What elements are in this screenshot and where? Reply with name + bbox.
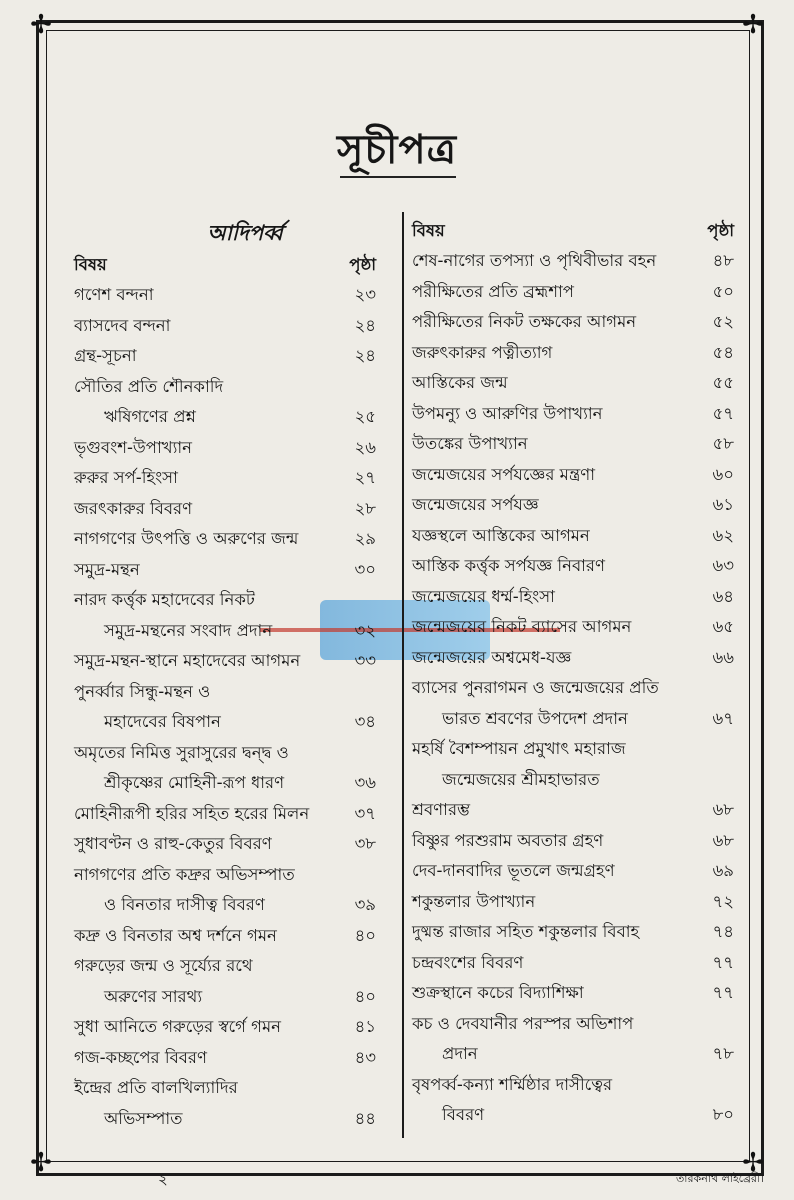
toc-entry [412,552,734,583]
entry-page-number: ৫৭ [712,403,734,423]
entry-page-number: ২৭ [354,468,376,488]
toc-entry [74,342,376,373]
entry-title: ব্যাসদেব বন্দনা [74,315,171,335]
entry-title: বিবরণ [442,1105,485,1125]
toc-entry [412,674,734,735]
toc-entry [412,826,734,857]
entry-title: ভারত শ্রবণের উপদেশ প্রদান [442,708,628,728]
toc-entry-line [74,677,376,708]
entry-title: বৃষপর্ব্ব-কন্যা শর্ম্মিষ্ঠার দাসীত্বের [412,1074,613,1094]
entry-page-number: ৪০ [354,986,376,1006]
entry-page-number: ২৪ [354,346,376,366]
entry-title: জন্মেজয়ের সর্পযজ্ঞের মন্ত্রণা [412,464,596,484]
toc-entry-line [74,494,376,525]
entry-title: অমৃতের নিমিত্ত সুরাসুরের দ্বন্দ্ব ও [74,742,289,762]
entry-page-number: ৩৪ [354,712,376,732]
toc-entry-line [74,738,376,769]
entry-page-number: ৬৯ [712,861,734,881]
toc-entry-line [412,521,734,552]
toc-entry [412,887,734,918]
toc-entry [74,1074,376,1135]
entry-title: আস্তিকের জন্ম [412,373,508,393]
toc-entry-line [74,586,376,617]
entry-page-number: ৩০ [354,559,376,579]
toc-entry-line [412,277,734,308]
entry-title: ভৃগুবংশ-উপাখ্যান [74,437,193,457]
toc-entry [74,921,376,952]
entry-title: উতঙ্কের উপাখ্যান [412,434,528,454]
entry-page-number: ৫২ [712,312,734,332]
corner-ornament-bottom-left: ✢ [30,1148,52,1178]
toc-entry-line [412,399,734,430]
entry-title: বিষ্ণুর পরশুরাম অবতার গ্রহণ [412,830,604,850]
toc-entry [74,738,376,799]
toc-entry [74,799,376,830]
toc-entry-line [412,948,734,979]
toc-entry-line [74,1013,376,1044]
toc-entry-line [74,433,376,464]
toc-entry [412,1070,734,1131]
toc-entry [74,464,376,495]
toc-entry-line [74,281,376,312]
toc-entry-line [412,308,734,339]
entry-title: জরুৎকারুর পত্নীত্যাগ [412,342,553,362]
entry-page-number: ৬৬ [712,647,734,667]
toc-entry-line [74,464,376,495]
entry-page-number: ৬২ [712,525,734,545]
toc-entry-line [412,338,734,369]
entry-title: জন্মেজয়ের ধর্ম্ম-হিংসা [412,586,555,606]
toc-entry [412,247,734,278]
page-title: সূচীপত্র [337,127,457,173]
entry-title: গণেশ বন্দনা [74,285,154,305]
toc-entry-line [412,887,734,918]
toc-entry [74,494,376,525]
right-column [412,216,734,1131]
toc-entry-line [412,979,734,1010]
publisher-mark: তারকনাথ লাইব্রেরী। [676,1172,765,1185]
entry-title: নাগগণের প্রতি কদ্রুর অভিসম্পাত [74,864,295,884]
toc-entry-line [74,708,376,739]
entry-title: চন্দ্রবংশের বিবরণ [412,952,524,972]
toc-entry-line [412,674,734,705]
column-divider [402,212,404,1138]
toc-entry-line [74,952,376,983]
entry-page-number: ৩৯ [354,895,376,915]
toc-entry-line [412,460,734,491]
entry-page-number: ৩৬ [354,773,376,793]
page-header: পৃষ্ঠা [707,220,734,240]
toc-entry-line [412,1101,734,1132]
toc-entry-line [74,1074,376,1105]
toc-entry [74,372,376,433]
subject-header: বিষয় [412,220,445,240]
toc-entry [74,952,376,1013]
entry-title: পরীক্ষিতের প্রতি ব্রহ্মশাপ [412,281,574,301]
entry-page-number: ৬১ [712,495,734,515]
entry-title: সমুদ্র-মন্থন [74,559,140,579]
entry-title: ব্যাসের পুনরাগমন ও জন্মেজয়ের প্রতি [412,678,659,698]
entry-title: শুক্রস্থানে কচের বিদ্যাশিক্ষা [412,983,584,1003]
toc-entry [412,338,734,369]
entry-title: অভিসম্পাত [104,1108,183,1128]
section-heading: আদিপর্ব্ব [207,221,283,245]
toc-entry-line [74,921,376,952]
entry-page-number: ২৮ [354,498,376,518]
left-column-header [74,250,376,281]
entry-title: শ্রবণারম্ভ [412,800,471,820]
toc-entry-line [74,769,376,800]
entry-title: জন্মেজয়ের সর্পযজ্ঞ [412,495,539,515]
left-column [74,216,376,1135]
entry-page-number: ৪৪ [354,1108,376,1128]
entry-page-number: ৭৪ [712,922,734,942]
entry-title: শেষ-নাগের তপস্যা ও পৃথিবীভার বহন [412,251,657,271]
toc-entry [412,277,734,308]
entry-title: শ্রীকৃষ্ণের মোহিনী-রূপ ধারণ [104,773,285,793]
toc-entry-line [412,1040,734,1071]
entry-page-number: ৫০ [712,281,734,301]
toc-entry [74,647,376,678]
toc-entry-line [412,704,734,735]
entry-title: ও বিনতার দাসীত্ব বিবরণ [104,895,265,915]
corner-ornament-bottom-right: ✢ [742,1148,764,1178]
entry-page-number: ২৪ [354,315,376,335]
toc-entry-line [412,857,734,888]
entry-page-number: ৭৭ [712,952,734,972]
entry-title: মোহিনীরূপী হরির সহিত হরের মিলন [74,803,310,823]
entry-title: ঋষিগণের প্রশ্ন [104,407,196,427]
toc-entry-line [412,1070,734,1101]
entry-page-number: ৭৮ [712,1044,734,1064]
toc-entry [412,308,734,339]
toc-entry [74,525,376,556]
toc-entry-line [412,247,734,278]
toc-entry [412,369,734,400]
entry-title: গরুড়ের জন্ম ও সূর্য্যের রথে [74,956,253,976]
toc-entry-line [74,1104,376,1135]
entry-page-number: ৫৪ [712,342,734,362]
entry-title: কচ ও দেবযানীর পরস্পর অভিশাপ [412,1013,634,1033]
subject-header: বিষয় [74,254,107,274]
toc-entry [74,586,376,647]
entry-title: ইন্দ্রের প্রতি বালখিল্যাদির [74,1078,238,1098]
entry-page-number: ৭৭ [712,983,734,1003]
toc-entry-line [412,1009,734,1040]
entry-title: জরৎকারুর বিবরণ [74,498,193,518]
entry-page-number: ৪০ [354,925,376,945]
entry-title: কদ্রু ও বিনতার অশ্ব দর্শনে গমন [74,925,277,945]
entry-page-number: ২৩ [354,285,376,305]
toc-entry-line [412,430,734,461]
toc-entry-line [412,765,734,796]
toc-entry-line [412,826,734,857]
entry-page-number: ৬৩ [712,556,734,576]
toc-entry-line [74,860,376,891]
toc-entry-line [412,796,734,827]
toc-entry-line [74,311,376,342]
entry-page-number: ৩৭ [354,803,376,823]
entry-title: জন্মেজয়ের শ্রীমহাভারত [442,769,600,789]
entry-title: মহর্ষি বৈশম্পায়ন প্রমুখাৎ মহারাজ [412,739,626,759]
toc-entry [412,643,734,674]
right-column-header [412,216,734,247]
toc-entry [74,1043,376,1074]
toc-entry-line [74,555,376,586]
entry-page-number: ৬০ [712,464,734,484]
toc-entry [412,460,734,491]
entry-page-number: ৬৮ [712,800,734,820]
toc-entry [412,948,734,979]
toc-entry [412,430,734,461]
toc-entry [74,1013,376,1044]
entry-title: উপমন্যু ও আরুণির উপাখ্যান [412,403,603,423]
toc-entry [412,491,734,522]
toc-entry [412,613,734,644]
entry-title: সৌতির প্রতি শৌনকাদি [74,376,224,396]
entry-page-number: ২৯ [354,529,376,549]
toc-entry-line [74,616,376,647]
toc-entry [412,1009,734,1070]
left-entry-list [74,281,376,1135]
toc-entry-line [412,613,734,644]
entry-page-number: ২৬ [354,437,376,457]
toc-entry-line [74,830,376,861]
entry-title: দেব-দানবাদির ভূতলে জন্মগ্রহণ [412,861,615,881]
entry-page-number: ৮০ [712,1105,734,1125]
toc-entry [412,979,734,1010]
entry-page-number: ৩৩ [354,651,376,671]
entry-title: আস্তিক কর্ত্তৃক সর্পযজ্ঞ নিবারণ [412,556,605,576]
entry-title: সমুদ্র-মন্থন-স্থানে মহাদেবের আগমন [74,651,301,671]
toc-entry-line [412,918,734,949]
entry-title: শকুন্তলার উপাখ্যান [412,891,536,911]
entry-page-number: ৪৩ [354,1047,376,1067]
entry-page-number: ২৫ [354,407,376,427]
toc-entry [74,281,376,312]
toc-entry [74,830,376,861]
toc-entry [74,860,376,921]
entry-page-number: ৭২ [712,891,734,911]
entry-title: পুনর্ব্বার সিন্ধু-মন্থন ও [74,681,211,701]
toc-entry-line [74,647,376,678]
entry-title: রুরুর সর্প-হিংসা [74,468,178,488]
toc-entry-line [74,403,376,434]
entry-page-number: ৬৮ [712,830,734,850]
entry-title: প্রদান [442,1044,478,1064]
page-header: পৃষ্ঠা [349,254,376,274]
entry-title: দুষ্মন্ত রাজার সহিত শকুন্তলার বিবাহ [412,922,640,942]
toc-entry [412,399,734,430]
corner-ornament-top-right: ✢ [742,10,764,40]
entry-title: সুধাবণ্টন ও রাহু-কেতুর বিবরণ [74,834,272,854]
entry-title: নাগগণের উৎপত্তি ও অরুণের জন্ম [74,529,299,549]
toc-entry-line [412,552,734,583]
toc-entry-line [412,582,734,613]
entry-title: সমুদ্র-মন্থনের সংবাদ প্রদান [104,620,273,640]
toc-entry [74,677,376,738]
entry-page-number: ৬৪ [712,586,734,606]
entry-title: অরুণের সারথ্য [104,986,203,1006]
toc-entry [74,433,376,464]
toc-entry-line [74,799,376,830]
toc-entry-line [412,643,734,674]
toc-entry [74,311,376,342]
toc-entry [74,555,376,586]
toc-entry-line [412,735,734,766]
entry-title: জন্মেজয়ের নিকট ব্যাসের আগমন [412,617,632,637]
entry-title: মহাদেবের বিষপান [104,712,221,732]
toc-entry-line [412,369,734,400]
entry-title: পরীক্ষিতের নিকট তক্ষকের আগমন [412,312,637,332]
toc-entry [412,918,734,949]
entry-page-number: ৪৮ [712,251,734,271]
toc-entry-line [74,372,376,403]
toc-entry-line [74,342,376,373]
right-entry-list [412,247,734,1132]
entry-title: যজ্ঞস্থলে আস্তিকের আগমন [412,525,590,545]
toc-entry-line [74,891,376,922]
entry-title: গ্রন্থ-সূচনা [74,346,137,366]
entry-title: নারদ কর্ত্তৃক মহাদেবের নিকট [74,590,255,610]
toc-entry [412,582,734,613]
toc-entry-line [74,525,376,556]
title-underline [340,176,456,178]
entry-page-number: ৫৫ [712,373,734,393]
toc-entry-line [412,491,734,522]
entry-page-number: ৪১ [354,1017,376,1037]
corner-ornament-top-left: ✢ [30,10,52,40]
toc-entry [412,521,734,552]
entry-page-number: ৬৭ [712,708,734,728]
entry-page-number: ৩৮ [354,834,376,854]
entry-page-number: ৩২ [354,620,376,640]
entry-page-number: ৬৫ [712,617,734,637]
toc-entry [412,857,734,888]
toc-entry [412,735,734,827]
page-number: ২ [158,1170,168,1188]
toc-entry-line [74,1043,376,1074]
toc-entry-line [74,982,376,1013]
entry-page-number: ৫৮ [712,434,734,454]
entry-title: সুধা আনিতে গরুড়ের স্বর্গে গমন [74,1017,282,1037]
entry-title: গজ-কচ্ছপের বিবরণ [74,1047,207,1067]
entry-title: জন্মেজয়ের অশ্বমেধ-যজ্ঞ [412,647,572,667]
